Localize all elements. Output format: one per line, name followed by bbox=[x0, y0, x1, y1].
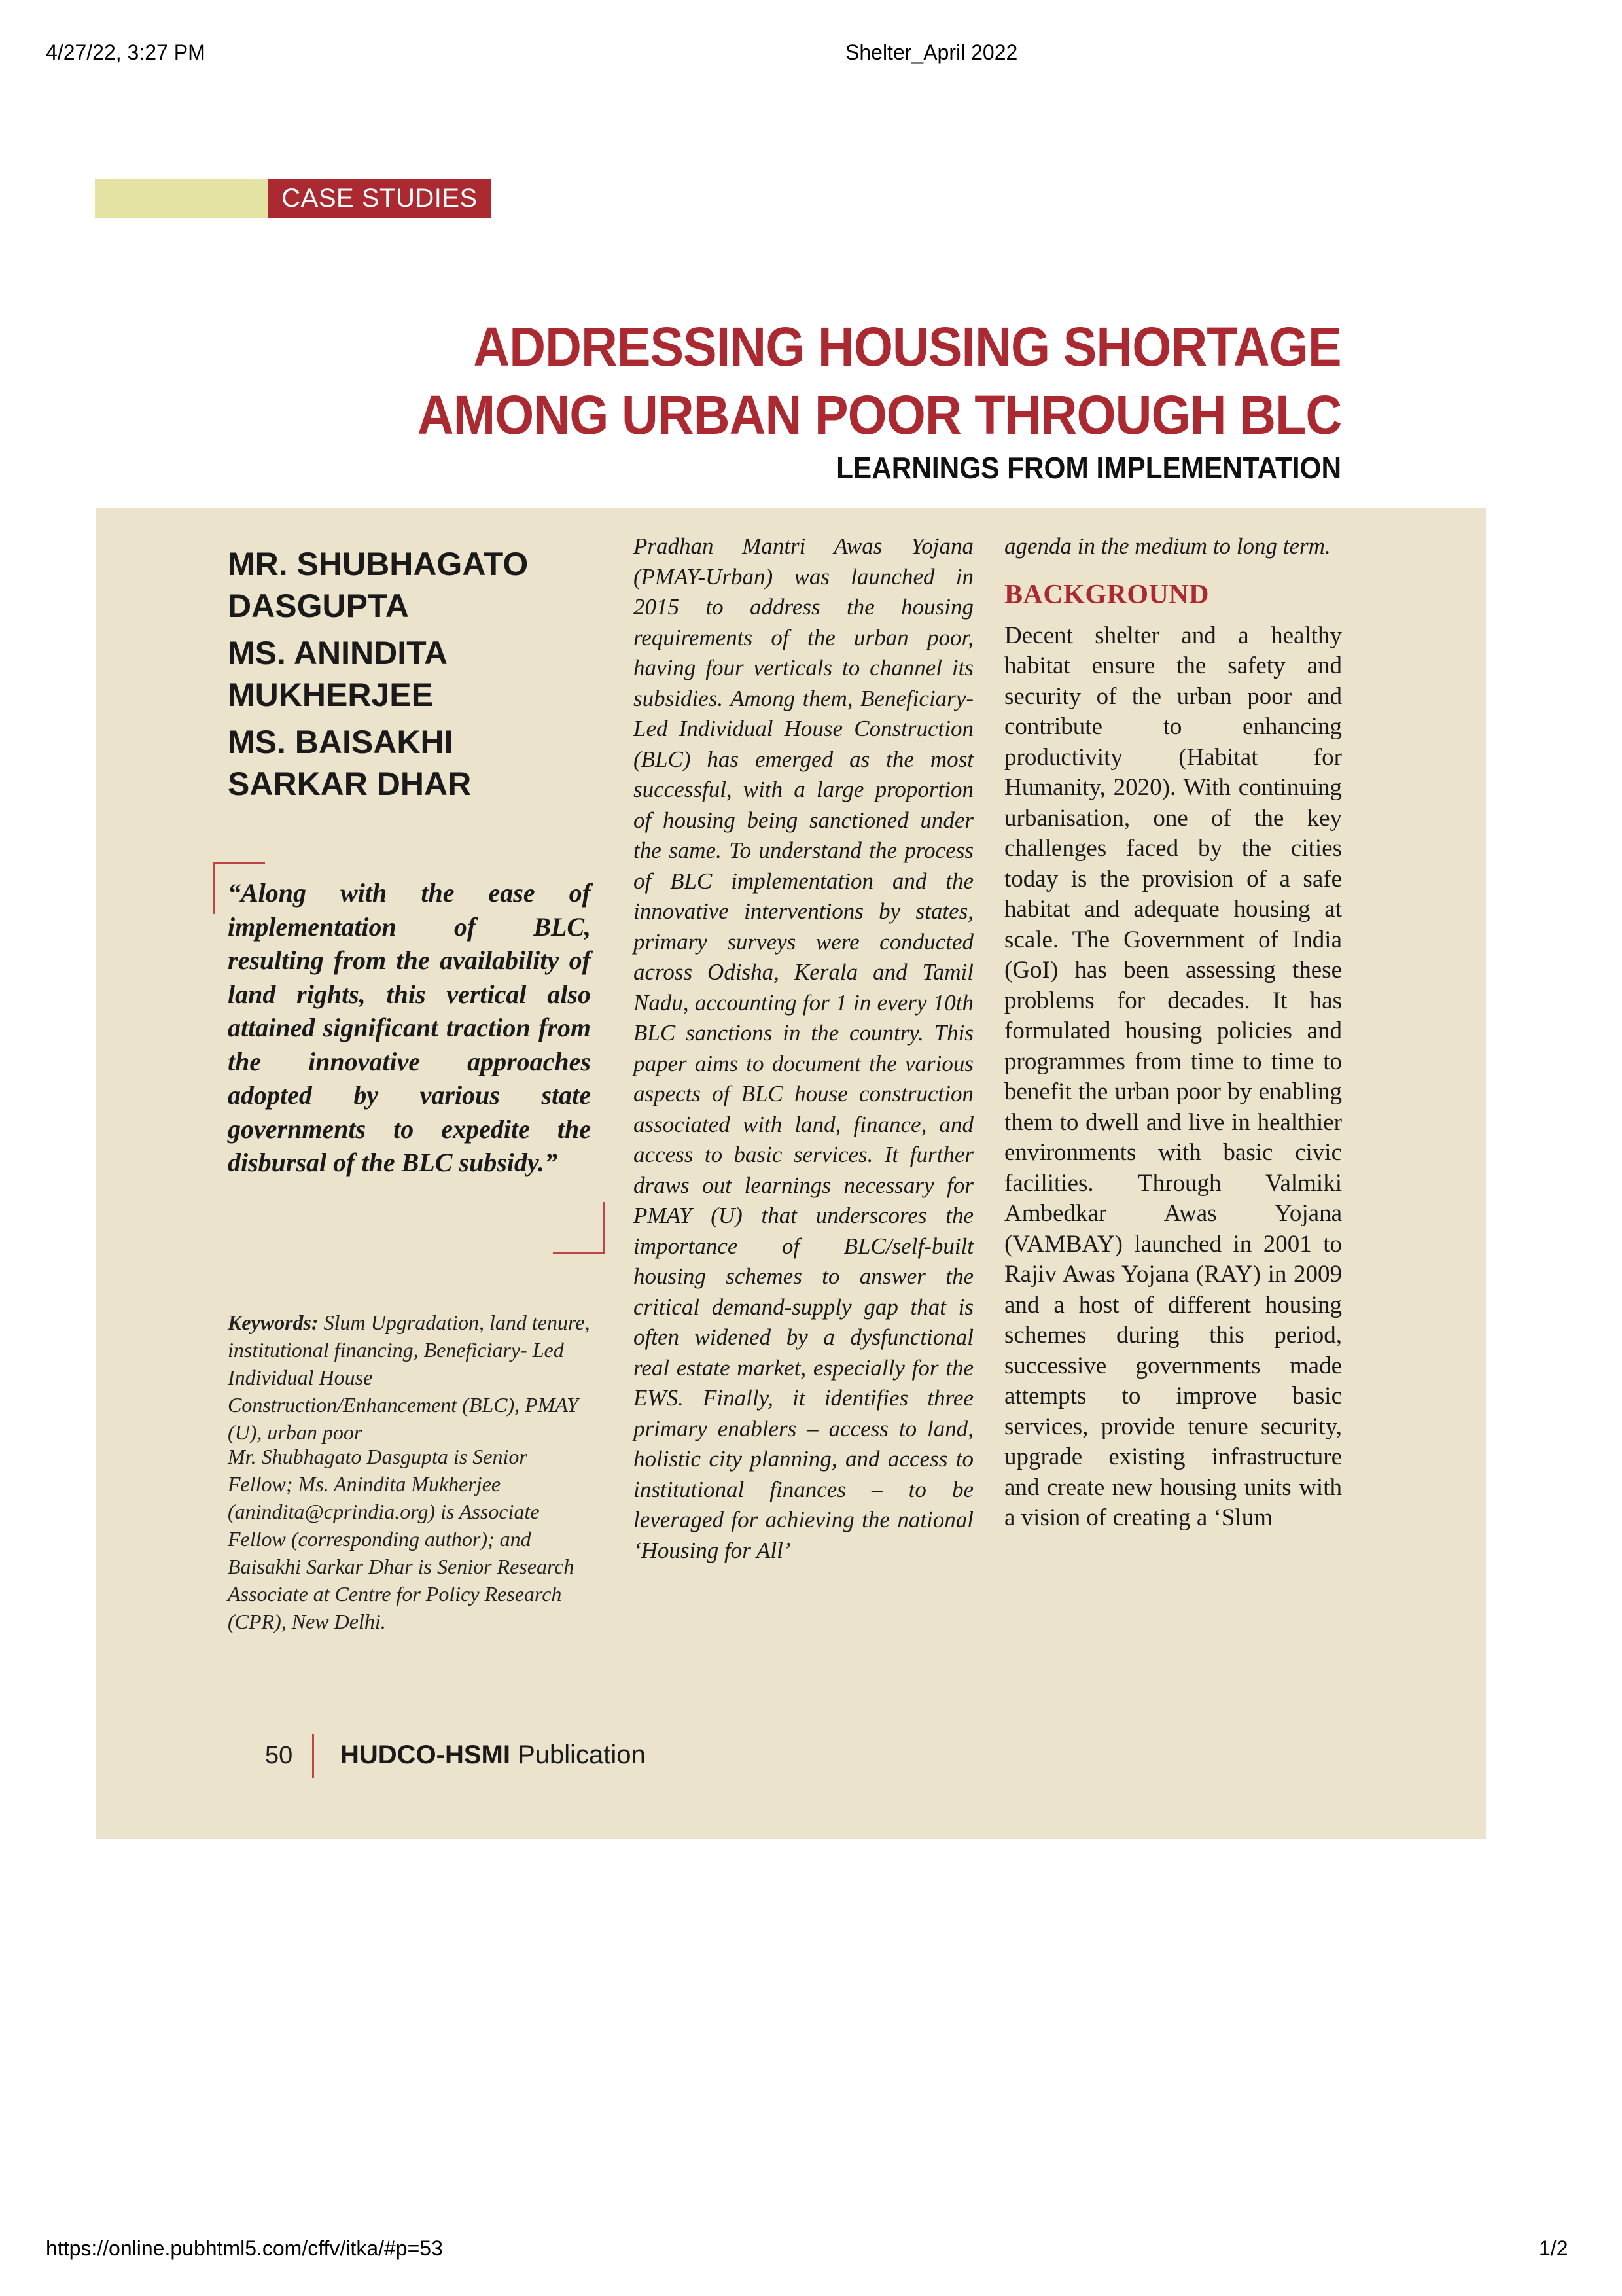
background-text: Decent shelter and a healthy habitat ensure the safety and security of the urban poor and contribute to enhancing productivity (Habitat for Humanity, 2020). With continuing urbanisation, one of the key challenges faced by the cities today is the provision of a safe habitat and adequate housing at scale. The Government of India (GoI) has been assessing these problems for decades. It has formulated housing policies and programmes from time to time to benefit the urban poor by enabling them to dwell and live in healthier environments with basic civic facilities. Through Valmiki Ambedkar Awas Yojana (VAMBAY) launched in 2001 to Rajiv Awas Yojana (RAY) in 2009 and a host of different housing schemes during this period, successive governments made attempts to improve basic services, provide tenure security, upgrade existing infrastructure and create new housing units with a vision of creating a ‘Slum bbox=[1004, 622, 1342, 1531]
keywords-text: Slum Upgradation, land tenure, institutional financing, Beneficiary- Led Individual House Construction/Enhancement (BLC), PMAY (U), urban poor bbox=[228, 1311, 590, 1444]
bracket-top-left-icon bbox=[213, 862, 215, 914]
print-datetime: 4/27/22, 3:27 PM bbox=[46, 41, 205, 64]
page-number: 50 bbox=[265, 1742, 293, 1769]
pull-quote: “Along with the ease of implementation of BLC, resulting from the availability of land rights, this vertical also attained significant traction from the innovative approaches adopted by various state governments to expedite the disbursal of the BLC subsidy.” bbox=[228, 878, 591, 1177]
keywords-label: Keywords: bbox=[228, 1311, 319, 1334]
print-doc-title: Shelter_April 2022 bbox=[845, 41, 1018, 64]
bracket-top-left-icon bbox=[213, 862, 265, 864]
keywords bbox=[228, 1309, 594, 1446]
background-heading: BACKGROUND bbox=[1004, 579, 1210, 610]
bracket-bottom-right-icon bbox=[553, 1252, 605, 1254]
article-subtitle: LEARNINGS FROM IMPLEMENTATION bbox=[836, 451, 1341, 485]
author-name: MR. SHUBHAGATO DASGUPTA bbox=[228, 546, 529, 624]
column-3 bbox=[1004, 531, 1342, 1534]
publisher-bold: HUDCO-HSMI bbox=[340, 1740, 510, 1769]
section-band-accent bbox=[95, 179, 268, 218]
article-title-line-2: AMONG URBAN POOR THROUGH BLC bbox=[417, 384, 1341, 446]
article-title-line-1: ADDRESSING HOUSING SHORTAGE bbox=[473, 316, 1341, 378]
bracket-bottom-right-icon bbox=[603, 1202, 605, 1254]
author-name: MS. ANINDITA MUKHERJEE bbox=[228, 635, 447, 713]
section-label: CASE STUDIES bbox=[268, 179, 491, 218]
pull-quote-box bbox=[213, 862, 605, 1254]
abstract-continued: agenda in the medium to long term. bbox=[1004, 533, 1331, 559]
abstract-text: Pradhan Mantri Awas Yojana (PMAY-Urban) was launched in 2015 to address the housing requirements of the urban poor, having four verticals to channel its subsidies. Among them, Beneficiary- Led Individual House Construction (BLC) has emerged as the most successful, with a large proportion of housing being sanctioned under the same. To understand the process of BLC implementation and the innovative interventions by states, primary surveys were conducted across Odisha, Kerala and Tamil Nadu, accounting for 1 in every 10th BLC sanctions in the country. This paper aims to document the various aspects of BLC house construction associated with land, finance, and access to basic services. It further draws out learnings necessary for PMAY (U) that underscores the importance of BLC/self-built housing schemes to answer the critical demand-supply gap that is often widened by a dysfunctional real estate market, especially for the EWS. Finally, it identifies three primary enablers – access to land, holistic city planning, and access to institutional finances – to be leveraged for achieving the national ‘Housing for All’ bbox=[633, 533, 974, 1563]
author-name: MS. BAISAKHI SARKAR DHAR bbox=[228, 724, 472, 802]
publisher-rest: Publication bbox=[510, 1740, 646, 1769]
print-url: https://online.pubhtml5.com/cffv/itka/#p=53 bbox=[46, 2236, 443, 2260]
author-list bbox=[228, 543, 594, 810]
author-bio: Mr. Shubhagato Dasgupta is Senior Fellow; Ms. Anindita Mukherjee (anindita@cprindia.org) is Associate Fellow (corresponding author); and Baisakhi Sarkar Dhar is Senior Research Associate at Centre for Policy Research (CPR), New Delhi. bbox=[228, 1445, 574, 1633]
print-page-count: 1/2 bbox=[1539, 2236, 1568, 2260]
footer-divider bbox=[312, 1734, 314, 1778]
publisher-label bbox=[340, 1740, 646, 1770]
